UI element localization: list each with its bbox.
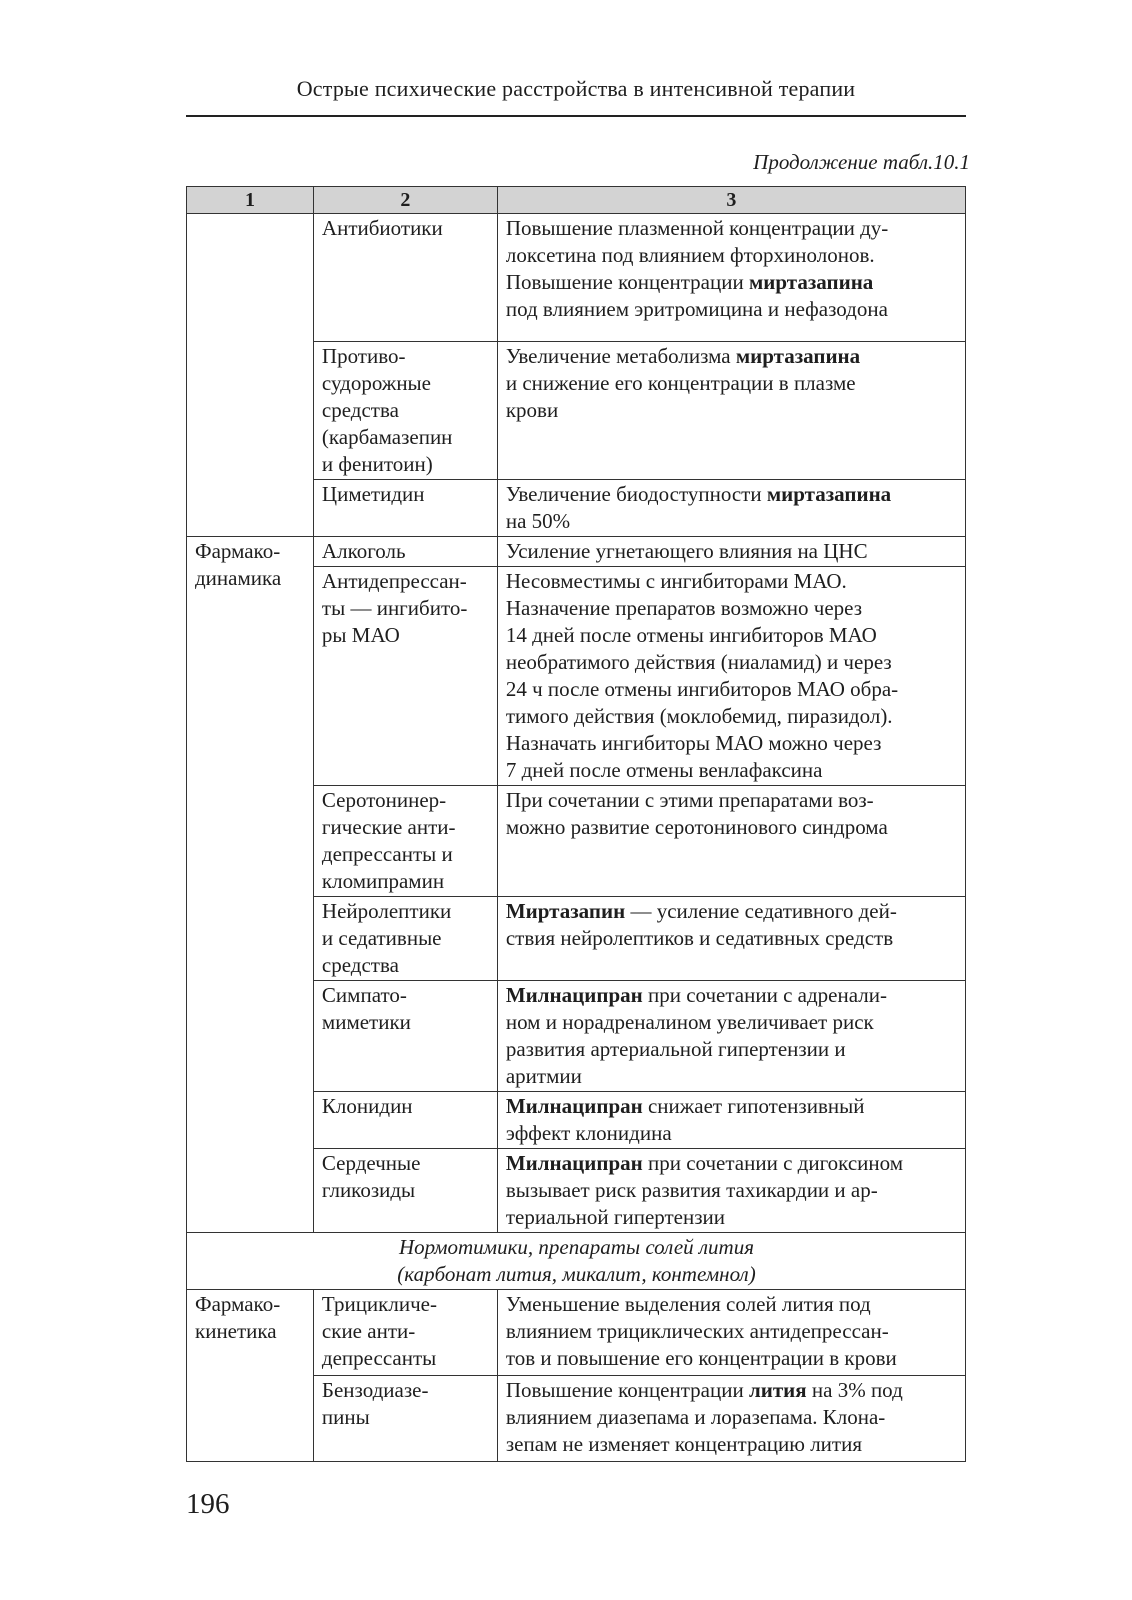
effect-cell: Милнаципран снижает гипотензивный эффект клонидина bbox=[497, 1092, 965, 1149]
effect-cell: Повышение концентрации лития на 3% под влиянием диазепама и лоразепама. Клона- зепам не изменяет концентрацию лития bbox=[497, 1376, 965, 1462]
agent-cell: Антибиотики bbox=[313, 214, 497, 342]
group-cell-pharmacodynamics: Фармако- динамика bbox=[187, 537, 314, 1233]
effect-cell: Повышение плазменной концентрации ду- локсетина под влиянием фторхинолонов. Повышение концентрации миртазапина под влиянием эритромицина и нефазодона bbox=[497, 214, 965, 342]
drug-interaction-table bbox=[186, 186, 966, 1462]
effect-cell: Увеличение биодоступности миртазапина на 50% bbox=[497, 480, 965, 537]
agent-cell: Нейролептики и седативные средства bbox=[313, 897, 497, 981]
agent-cell: Симпато- миметики bbox=[313, 981, 497, 1092]
agent-cell: Бензодиазе- пины bbox=[313, 1376, 497, 1462]
effect-cell: Миртазапин — усиление седативного дей- ствия нейролептиков и седативных средств bbox=[497, 897, 965, 981]
agent-cell: Сердечные гликозиды bbox=[313, 1149, 497, 1233]
table-row bbox=[187, 1290, 966, 1376]
agent-cell: Клонидин bbox=[313, 1092, 497, 1149]
group-cell-pharmacokinetics: Фармако- кинетика bbox=[187, 1290, 314, 1462]
effect-cell: При сочетании с этими препаратами воз- можно развитие серотонинового синдрома bbox=[497, 786, 965, 897]
agent-cell: Трицикличе- ские анти- депрессанты bbox=[313, 1290, 497, 1376]
header-cell-1: 1 bbox=[187, 187, 314, 214]
header-rule bbox=[186, 115, 966, 117]
effect-cell: Милнаципран при сочетании с дигоксином вызывает риск развития тахикардии и ар- териальной гипертензии bbox=[497, 1149, 965, 1233]
agent-cell: Циметидин bbox=[313, 480, 497, 537]
section-row bbox=[187, 1233, 966, 1290]
table-row bbox=[187, 214, 966, 342]
effect-cell: Уменьшение выделения солей лития под влиянием трициклических антидепрессан- тов и повышение его концентрации в крови bbox=[497, 1290, 965, 1376]
group-cell-empty bbox=[187, 214, 314, 537]
table-caption: Продолжение табл.10.1 bbox=[753, 150, 970, 174]
effect-cell: Усиление угнетающего влияния на ЦНС bbox=[497, 537, 965, 567]
agent-cell: Серотонинер- гические анти- депрессанты и кломипрамин bbox=[313, 786, 497, 897]
agent-cell: Антидепрессан- ты — ингибито- ры МАО bbox=[313, 567, 497, 786]
table-row bbox=[187, 537, 966, 567]
effect-cell: Несовместимы с ингибиторами МАО. Назначение препаратов возможно через 14 дней после отмены ингибиторов МАО необратимого действия (ниаламид) и через 24 ч после отмены ингибиторов МАО обра- тимого действия (моклобемид, пиразидол). Назначать ингибиторы МАО можно через 7 дней после отмены венлафаксина bbox=[497, 567, 965, 786]
header-cell-2: 2 bbox=[313, 187, 497, 214]
running-head: Острые психические расстройства в интенсивной терапии bbox=[296, 76, 856, 101]
effect-cell: Увеличение метаболизма миртазапина и снижение его концентрации в плазме крови bbox=[497, 342, 965, 480]
effect-cell: Милнаципран при сочетании с адренали- ном и норадреналином увеличивает риск развития артериальной гипертензии и аритмии bbox=[497, 981, 965, 1092]
header-cell-3: 3 bbox=[497, 187, 965, 214]
agent-cell: Противо- судорожные средства (карбамазепин и фенитоин) bbox=[313, 342, 497, 480]
section-heading: Нормотимики, препараты солей лития (карбонат лития, микалит, контемнол) bbox=[187, 1233, 966, 1290]
table-header-row bbox=[187, 187, 966, 214]
agent-cell: Алкоголь bbox=[313, 537, 497, 567]
page-number: 196 bbox=[186, 1488, 230, 1520]
